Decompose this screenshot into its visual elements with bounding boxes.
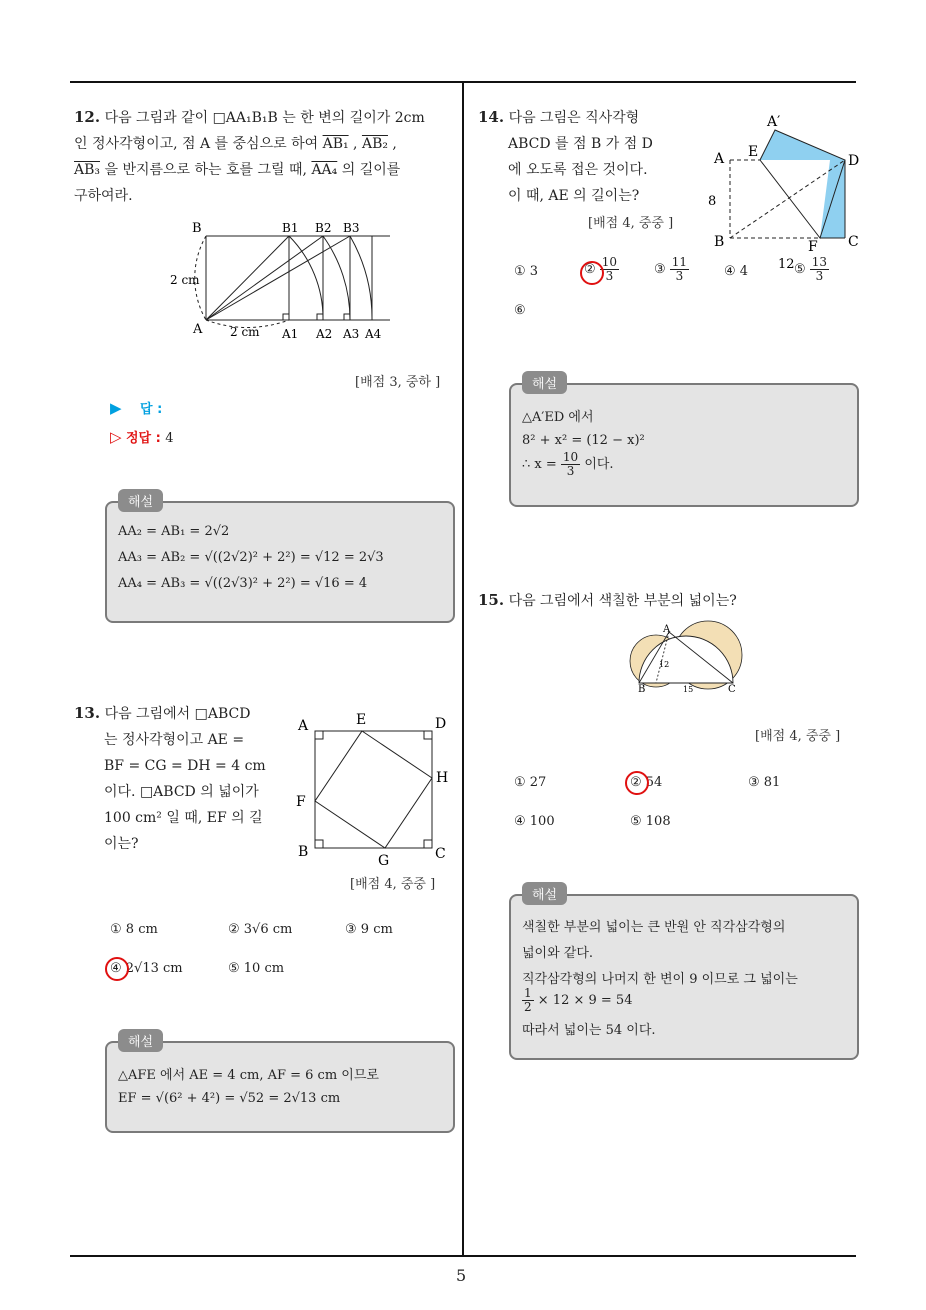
q12-number: 12.	[74, 108, 101, 126]
q12-line2a: 인 정사각형이고, 점 A 를 중심으로 하여	[74, 136, 323, 152]
q15-label-A: A	[663, 624, 671, 635]
q13-line5: 100 cm² 일 때, EF 의 길	[104, 810, 263, 826]
q15-score: [배점 4, 중중 ]	[755, 729, 841, 744]
q15-label-12: 12	[659, 660, 670, 669]
q14-choice-3-den: 3	[675, 269, 684, 283]
q14-label-8: 8	[708, 194, 717, 209]
q15-choice-3[interactable]: ③ 81	[748, 775, 781, 790]
q15-solution-tag: 해설	[522, 882, 567, 905]
q13-label-D: D	[435, 716, 447, 732]
q15-sol-3: 직각삼각형의 나머지 한 변이 9 이므로 그 넓이는	[522, 972, 798, 987]
q15-label-C: C	[728, 684, 736, 695]
q15-choice-4[interactable]: ④ 100	[514, 814, 555, 829]
q12-sol-1: AA₂ = AB₁ = 2√2	[118, 524, 230, 539]
q15-number: 15.	[478, 591, 505, 609]
q12-label-B1: B1	[282, 221, 299, 235]
bottom-rule	[70, 1255, 856, 1257]
q15-question: 다음 그림에서 색칠한 부분의 넓이는?	[508, 593, 737, 609]
q14-label-D: D	[848, 153, 860, 169]
q12-correct-row	[110, 427, 174, 446]
q14-choice-1-mark: ①	[514, 264, 526, 279]
q15-choice-5[interactable]: ⑤ 108	[630, 814, 671, 829]
q12-seg-ab3: AB₃	[74, 162, 101, 178]
q13-line3: BF = CG = DH = 4 cm	[104, 758, 266, 774]
q14-sol-1: △A′ED 에서	[522, 410, 594, 425]
q15-sol-frac	[522, 987, 534, 1014]
q12-line2e: ,	[387, 136, 397, 152]
q14-answer-circle	[580, 261, 604, 285]
q12-label-A1: A1	[282, 327, 299, 341]
q12-label-A4: A4	[365, 327, 382, 341]
q14-choice-4-value: 4	[739, 264, 749, 279]
q14-solution-tag: 해설	[522, 371, 567, 394]
q14-choice-5-den: 3	[815, 269, 824, 283]
q14-sol-frac	[561, 451, 580, 478]
q12-answer-row	[110, 398, 162, 417]
q12-answer-label: 답 :	[140, 402, 163, 417]
q12-label-side: 2 cm	[170, 273, 200, 287]
q14-choice-3[interactable]	[654, 256, 689, 283]
q14-choice-4[interactable]	[724, 264, 748, 279]
q14-number: 14.	[478, 108, 505, 126]
q12-line3b: 을 반지름으로 하는 호를 그릴 때,	[100, 162, 312, 178]
q14-choice-3-num: 11	[671, 255, 688, 269]
q14-label-F: F	[808, 239, 818, 255]
q15-sol-4	[522, 987, 632, 1014]
q13-label-E: E	[356, 712, 367, 728]
q12-line3d: 의 길이를	[337, 162, 401, 178]
q15-answer-circle	[625, 771, 649, 795]
q14-choice-6[interactable]	[514, 303, 526, 318]
q12-label-A3: A3	[343, 327, 360, 341]
q12-seg-aa4: AA₄	[311, 162, 338, 178]
q12-sol-3: AA₄ = AB₃ = √((2√3)² + 2²) = √16 = 4	[118, 576, 368, 591]
q12-line4: 구하여라.	[74, 188, 133, 204]
q13-label-H: H	[436, 770, 449, 786]
q15-label-15: 15	[683, 685, 694, 694]
q15-choice-2[interactable]: ② 54	[630, 775, 663, 790]
q12-label-B3: B3	[343, 221, 360, 235]
q15-label-B: B	[638, 684, 646, 695]
q14-choice-2-den: 3	[605, 269, 614, 283]
q14-choice-1[interactable]	[514, 264, 538, 279]
q15-text	[478, 587, 858, 614]
q12-correct-label: 정답 :	[126, 431, 161, 446]
q13-label-A: A	[298, 718, 309, 734]
q14-label-A: A	[714, 151, 725, 167]
q12-label-base: 2 cm	[230, 325, 260, 339]
q14-label-B: B	[714, 234, 725, 250]
q14-line2: ABCD 를 점 B 가 점 D	[508, 136, 653, 152]
q12-label-B: B	[192, 221, 202, 236]
q12-label-A: A	[193, 322, 203, 337]
q13-sol-2: EF = √(6² + 4²) = √52 = 2√13 cm	[118, 1091, 341, 1106]
q14-score: [배점 4, 중중 ]	[588, 216, 674, 231]
q15-figure	[625, 615, 745, 697]
q14-line3: 에 오도록 접은 것이다.	[508, 162, 648, 178]
q14-sol-3-b: 이다.	[580, 457, 614, 472]
play-icon: ▶	[110, 399, 122, 417]
q14-choice-3-mark: ③	[654, 262, 666, 277]
q15-choice-1[interactable]: ① 27	[514, 775, 547, 790]
q13-solution-box	[105, 1041, 455, 1133]
q15-sol-den: 2	[524, 1000, 532, 1014]
q14-line4: 이 때, AE 의 길이는?	[508, 188, 640, 204]
q14-choice-5-mark: ⑤	[794, 262, 806, 277]
q14-line1: 다음 그림은 직사각형	[508, 110, 640, 126]
q14-label-C: C	[848, 234, 859, 250]
q14-choice-2-mark: ②	[584, 262, 596, 277]
q12-line1: 다음 그림과 같이 □AA₁B₁B 는 한 변의 길이가 2cm	[104, 110, 425, 126]
q13-choice-1[interactable]: ① 8 cm	[110, 922, 158, 937]
q13-line6: 이는?	[104, 836, 139, 852]
q14-choice-1-value: 3	[529, 264, 539, 279]
q14-choice-5-num: 13	[811, 255, 828, 269]
q12-figure	[160, 215, 400, 345]
q12-correct-value: 4	[165, 431, 174, 446]
q13-choice-2[interactable]: ② 3√6 cm	[228, 922, 293, 937]
q13-choice-4[interactable]: ④ 2√13 cm	[110, 961, 183, 976]
q15-sol-5: 따라서 넓이는 54 이다.	[522, 1023, 656, 1038]
q14-sol-2: 8² + x² = (12 − x)²	[522, 433, 645, 448]
q13-solution-tag: 해설	[118, 1029, 163, 1052]
q12-label-A2: A2	[316, 327, 333, 341]
q12-score: [배점 3, 중하 ]	[355, 375, 441, 390]
q12-text	[74, 104, 458, 209]
q13-line1: 다음 그림에서 □ABCD	[104, 706, 251, 722]
column-divider	[462, 81, 464, 1257]
q12-label-B2: B2	[315, 221, 332, 235]
q15-sol-2: 넓이와 같다.	[522, 946, 594, 961]
q13-text	[74, 700, 284, 857]
q13-label-C: C	[435, 846, 446, 862]
q14-sol-num: 10	[562, 450, 579, 464]
q14-choice-5[interactable]	[794, 256, 829, 283]
q14-choice-3-frac	[670, 256, 689, 283]
q14-label-Aprime: A′	[767, 114, 781, 130]
q14-choice-5-frac	[810, 256, 829, 283]
q14-sol-3-a: ∴ x =	[522, 457, 561, 472]
q13-line2: 는 정사각형이고 AE =	[104, 732, 245, 748]
q13-number: 13.	[74, 704, 101, 722]
q13-label-B: B	[298, 844, 309, 860]
q13-label-F: F	[296, 794, 306, 810]
q12-line2c: ,	[348, 136, 362, 152]
q12-solution-tag: 해설	[118, 489, 163, 512]
q13-line4: 이다. □ABCD 의 넓이가	[104, 784, 259, 800]
q15-sol-frac-rest: × 12 × 9 = 54	[537, 993, 633, 1008]
q14-choice-2-num: 10	[601, 255, 618, 269]
q12-sol-2: AA₃ = AB₂ = √((2√2)² + 2²) = √12 = 2√3	[118, 550, 384, 565]
q14-choice-4-mark: ④	[724, 264, 736, 279]
q15-sol-1: 색칠한 부분의 넓이는 큰 반원 안 직각삼각형의	[522, 920, 786, 935]
q12-seg-ab2: AB₂	[361, 136, 388, 152]
q13-score: [배점 4, 중중 ]	[350, 877, 436, 892]
q14-sol-den: 3	[566, 464, 575, 478]
q13-figure	[292, 708, 452, 868]
outline-play-icon: ▷	[110, 428, 122, 446]
q13-answer-circle	[105, 957, 129, 981]
q13-label-G: G	[378, 853, 390, 869]
q13-choice-3[interactable]: ③ 9 cm	[345, 922, 393, 937]
q12-seg-ab1: AB₁	[322, 136, 349, 152]
page-number: 5	[456, 1266, 467, 1285]
q13-sol-1: △AFE 에서 AE = 4 cm, AF = 6 cm 이므로	[118, 1068, 379, 1083]
q14-choice-6-mark: ⑥	[514, 303, 526, 318]
q14-label-E: E	[748, 144, 759, 160]
q13-choice-5[interactable]: ⑤ 10 cm	[228, 961, 285, 976]
q14-text	[478, 104, 698, 209]
q14-label-12: 12	[778, 257, 795, 272]
q15-sol-num: 1	[524, 986, 532, 1000]
q14-sol-3	[522, 451, 614, 478]
